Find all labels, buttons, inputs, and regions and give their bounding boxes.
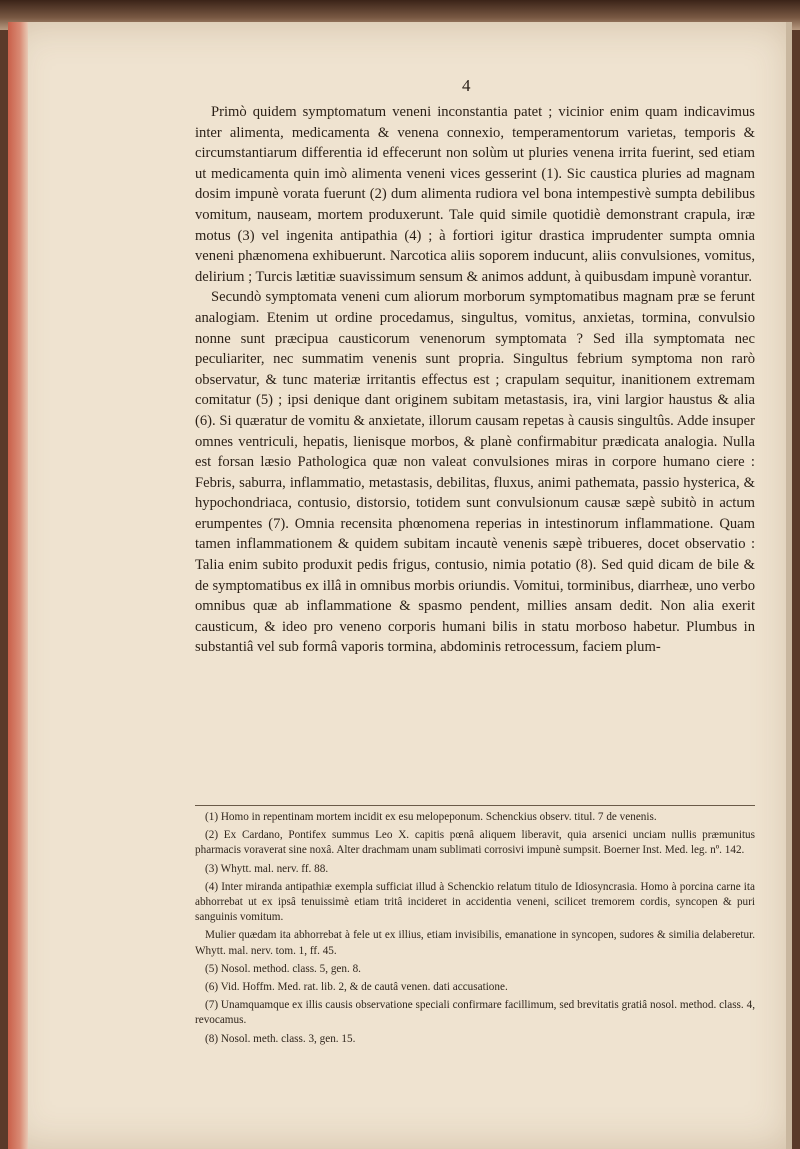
page-gutter-edge	[8, 22, 28, 1149]
footnote: (2) Ex Cardano, Pontifex summus Leo X. capitis pœnâ aliquem liberavit, quia arsenici unciam nullis præmunitus pharmacis voraverat sine noxâ. Alter drachmam unam sublimati corrosivi impunè sumpsit. Boerner Inst. Med. leg. nº. 142.	[195, 829, 755, 857]
footnote: (6) Vid. Hoffm. Med. rat. lib. 2, & de cautâ venen. dati accusatione.	[205, 981, 508, 994]
footnote: (5) Nosol. method. class. 5, gen. 8.	[205, 962, 361, 975]
footnote: (8) Nosol. meth. class. 3, gen. 15.	[205, 1032, 356, 1045]
footnote: (1) Homo in repentinam mortem incidit ex esu melopeponum. Schenckius observ. titul. 7 de venenis.	[205, 811, 657, 823]
footnote: (3) Whytt. mal. nerv. ff. 88.	[205, 862, 329, 875]
footnote: Mulier quædam ita abhorrebat à fele ut ex illius, etiam invisibilis, emanatione in syncopen, sudores & similia delaberetur. Whytt. mal. nerv. tom. 1, ff. 45.	[195, 929, 755, 957]
main-text	[195, 102, 755, 658]
paragraph: Secundò symptomata veneni cum aliorum morborum symptomatibus magnam præ se ferunt analogiam. Etenim ut ordine procedamus, singultus, vomitus, anxietas, tormina, convulsio nonne sunt præcipua causticorum venenorum symptomata ? Sed illa symptomata nec peculiariter, nec summatim venenis sunt propria. Singultus febrium symptoma non rarò observatur, & tunc materiæ irritantis effectus est ; crapulam sequitur, inanitionem extremam comitatur (5) ; ipsi denique dant originem subitam metastasis, ira, vini largior haustus & alia (6). Si quæratur de vomitu & anxietate, illorum causam repetas à causis singultûs. Adde insuper omnes ventriculi, hepatis, lienisque morbos, & planè confirmabitur prædicata analogia. Nulla est forsan læsio Pathologica quæ non valeat convulsiones miras in corpore humano ciere : Febris, saburra, inflammatio, metastasis, debilitas, fluxus, animi pathemata, passio hysterica, & hypochondriaca, contusio, distorsio, totidem sunt convulsionum causæ sæpè subitò in actum erumpentes (7). Omnia recensita phœnomena reperias in intestinorum inflammatione. Quam tamen inflammationem & quidem subitam incautè venenis sæpè tribueres, docet observatio : Talia enim subito produxit pedis frigus, contusio, nimia potatio (8). Sed quid dicam de bile & de symptomatibus ex illâ in omnibus morbis oriundis. Vomitui, torminibus, diarrheæ, uno verbo omnibus quæ ab inflammatione & spasmo pendent, millies ansam dedit. Non alia exerit causticum, & ideo pro veneno corporis humani bilis in statu morboso habetur. Plumbus in substantiâ vel sub formâ vaporis tormina, abdominis retrocessum, faciem plum-	[195, 289, 755, 656]
page-number: 4	[462, 76, 471, 95]
page-right-edge	[786, 22, 792, 1149]
footnote-divider	[195, 805, 755, 806]
footnote: (7) Unamquamque ex illis causis observatione speciali confirmare facillimum, sed brevitatis gratiâ nosol. method. class. 4, revocamus.	[195, 999, 755, 1027]
paragraph: Primò quidem symptomatum veneni inconstantia patet ; vicinior enim quam indicavimus inter alimenta, medicamenta & venena connexio, temperamentorum varietas, temporis & circumstantiarum differentia id effecerunt non solùm ut pluries venena irrita fuerint, sed etiam ut medicamenta quin imò alimenta veneni vices gesserint (1). Sic caustica pluries ad magnam dosim impunè vorata fuerunt (2) dum alimenta rudiora vel bona intempestivè sumpta debilibus vomitum, nauseam, mortem produxerunt. Tale quid simile quotidiè demonstrant crapula, iræ motus (3) vel ingenita antipathia (4) ; à fortiori igitur drastica imprudenter sumpta omnia veneni phænomena exhibuerunt. Narcotica aliis soporem inducunt, aliis convulsiones, vomitus, delirium ; Turcis lætitiæ suavissimum sensum & animos addunt, à quibusdam impunè vorantur.	[195, 104, 755, 285]
footnote: (4) Inter miranda antipathiæ exempla sufficiat illud à Schenckio relatum titulo de Idiosyncrasia. Homo à porcina carne ita abhorrebat ut ex ipsâ tenuissimè etiam tritâ incideret in accidentia veneni, scilicet tremorem cordis, syncopen & puri sanguinis vomitum.	[195, 880, 755, 924]
footnotes	[195, 810, 755, 1047]
